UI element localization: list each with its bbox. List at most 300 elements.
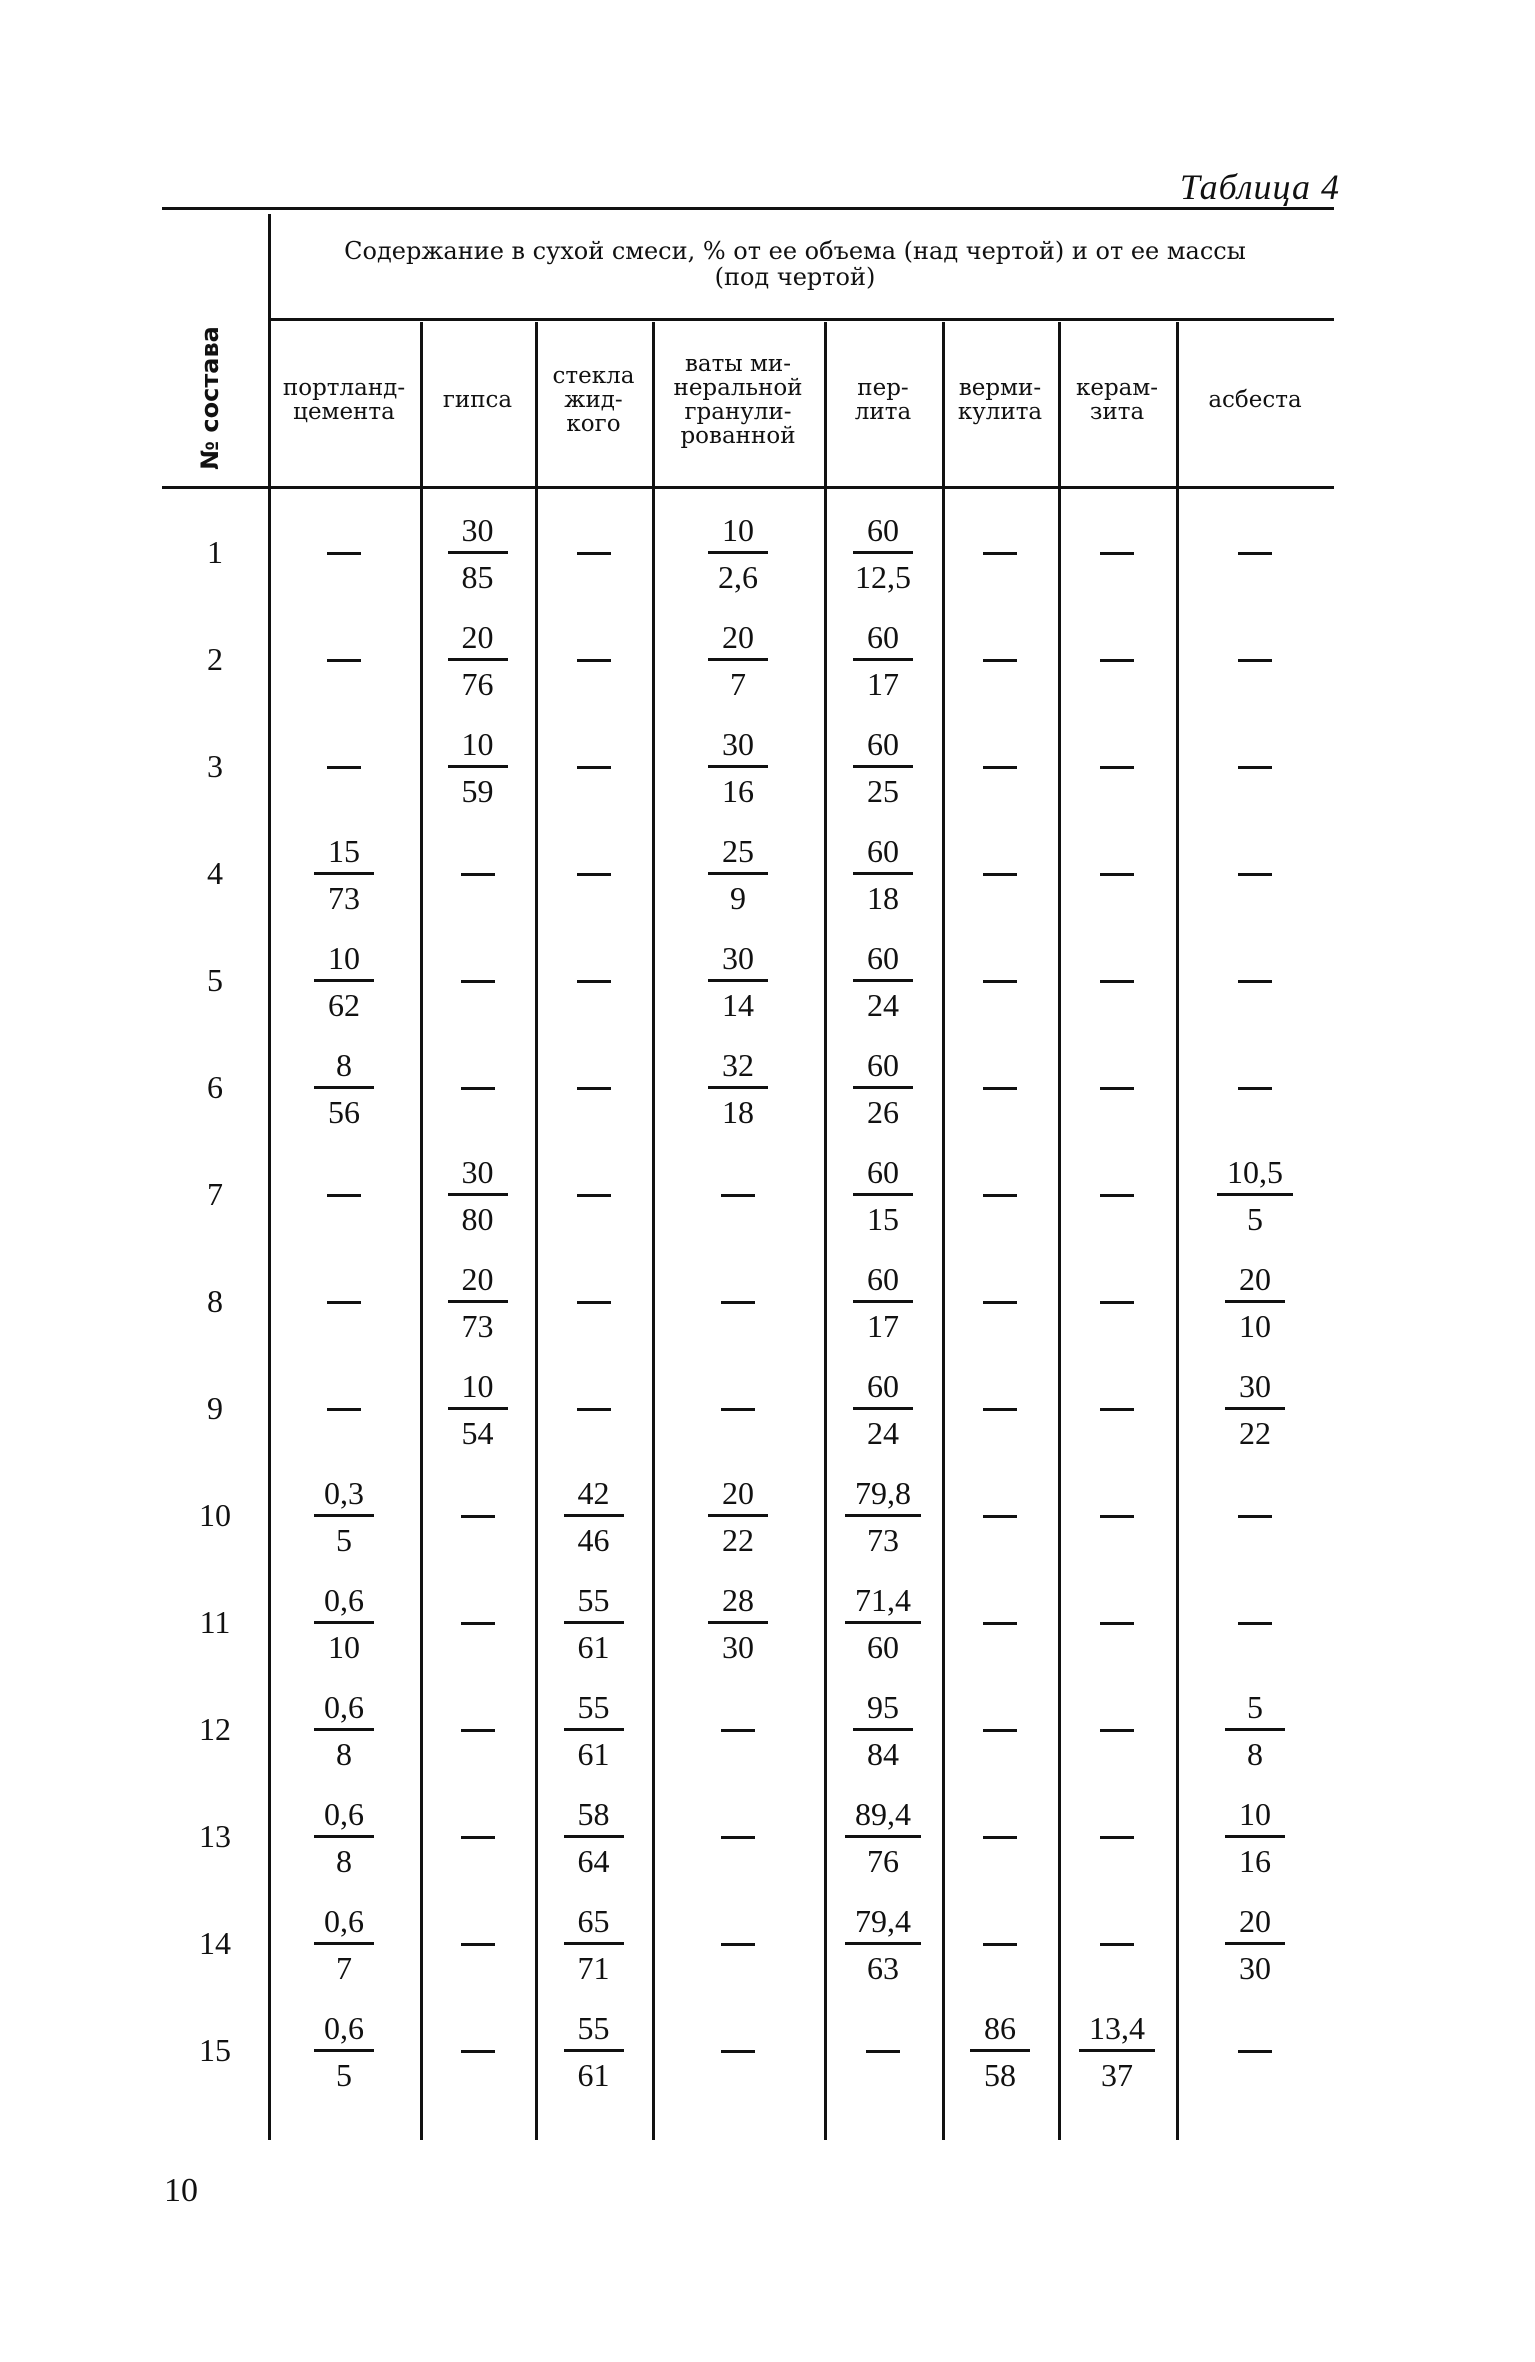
fraction xyxy=(564,1583,624,1664)
dash-empty xyxy=(983,1194,1017,1197)
volume-percent: 32 xyxy=(708,1048,768,1089)
table-cell xyxy=(652,714,824,821)
mass-percent: 5 xyxy=(336,1522,352,1558)
column-header xyxy=(420,330,535,470)
row-number: 9 xyxy=(207,1390,223,1426)
fraction xyxy=(853,620,913,701)
table-cell xyxy=(268,1035,420,1142)
volume-percent: 10 xyxy=(448,727,508,768)
fraction xyxy=(314,1690,374,1771)
fraction xyxy=(448,1369,508,1450)
dash-empty xyxy=(721,1729,755,1732)
mass-percent: 30 xyxy=(722,1629,754,1665)
table-cell xyxy=(535,714,652,821)
volume-percent: 10 xyxy=(1225,1797,1285,1838)
mass-percent: 22 xyxy=(722,1522,754,1558)
row-number: 12 xyxy=(199,1711,231,1747)
table-cell xyxy=(420,1677,535,1784)
mass-percent: 61 xyxy=(577,1736,610,1772)
fraction xyxy=(853,1155,913,1236)
column-header-line: цемента xyxy=(293,399,395,425)
dash-empty xyxy=(721,1836,755,1839)
fraction xyxy=(448,1262,508,1343)
fraction xyxy=(1217,1155,1293,1236)
table-cell xyxy=(1058,1249,1176,1356)
table-cell xyxy=(652,821,824,928)
table-cell xyxy=(420,1784,535,1891)
dash-empty xyxy=(983,1943,1017,1946)
volume-percent: 10 xyxy=(448,1369,508,1410)
row-number: 13 xyxy=(199,1818,231,1854)
volume-percent: 20 xyxy=(1225,1262,1285,1303)
dash-empty xyxy=(1238,2050,1272,2053)
table-cell xyxy=(824,1463,942,1570)
mass-percent: 17 xyxy=(867,666,899,702)
table-cell xyxy=(420,821,535,928)
table-cell xyxy=(942,607,1058,714)
volume-percent: 0,6 xyxy=(314,1797,374,1838)
dash-empty xyxy=(577,1194,611,1197)
table-cell xyxy=(420,714,535,821)
table-cell xyxy=(942,1677,1058,1784)
volume-percent: 13,4 xyxy=(1079,2011,1155,2052)
fraction xyxy=(853,1262,913,1343)
mass-percent: 73 xyxy=(461,1308,494,1344)
table-cell xyxy=(1176,1998,1334,2105)
mass-percent: 64 xyxy=(577,1843,610,1879)
table-cell xyxy=(824,821,942,928)
table-cell xyxy=(1176,1570,1334,1677)
table-caption: Таблица 4 xyxy=(1179,167,1340,207)
volume-percent: 89,4 xyxy=(845,1797,921,1838)
dash-empty xyxy=(461,1943,495,1946)
table-cell xyxy=(942,1998,1058,2105)
mass-percent: 58 xyxy=(984,2057,1016,2093)
table-cell xyxy=(1058,500,1176,607)
mass-percent: 17 xyxy=(867,1308,899,1344)
volume-percent: 60 xyxy=(853,1048,913,1089)
table-cell xyxy=(535,1142,652,1249)
mass-percent: 61 xyxy=(577,2057,610,2093)
mass-percent: 71 xyxy=(577,1950,610,1986)
rule-top xyxy=(162,207,1334,210)
rule-group xyxy=(270,318,1334,321)
dash-empty xyxy=(1238,1515,1272,1518)
fraction xyxy=(564,1690,624,1771)
table-cell xyxy=(942,500,1058,607)
table-cell xyxy=(535,1570,652,1677)
dash-empty xyxy=(1100,1301,1134,1304)
mass-percent: 76 xyxy=(461,666,494,702)
dash-empty xyxy=(1238,552,1272,555)
table-cell xyxy=(824,1891,942,1998)
dash-empty xyxy=(577,980,611,983)
table-cell xyxy=(1058,1677,1176,1784)
fraction xyxy=(845,1797,921,1878)
dash-empty xyxy=(983,1087,1017,1090)
table-cell xyxy=(1058,1570,1176,1677)
table-cell xyxy=(824,928,942,1035)
volume-percent: 25 xyxy=(708,834,768,875)
table-cell xyxy=(420,1035,535,1142)
mass-percent: 16 xyxy=(1239,1843,1271,1879)
table-cell xyxy=(652,1142,824,1249)
table-cell xyxy=(824,1035,942,1142)
fraction xyxy=(853,727,913,808)
dash-empty xyxy=(577,1408,611,1411)
table-cell xyxy=(942,1035,1058,1142)
volume-percent: 10 xyxy=(314,941,374,982)
mass-percent: 85 xyxy=(461,559,494,595)
column-header-line: верми- xyxy=(958,375,1042,401)
volume-percent: 30 xyxy=(1225,1369,1285,1410)
table-cell xyxy=(652,1035,824,1142)
column-header-line: кулита xyxy=(957,399,1043,425)
mass-percent: 26 xyxy=(867,1094,899,1130)
fraction xyxy=(853,834,913,915)
mass-percent: 18 xyxy=(867,880,899,916)
column-header-line: кого xyxy=(566,411,621,437)
mass-percent: 15 xyxy=(867,1201,899,1237)
table-cell xyxy=(420,1142,535,1249)
row-number: 1 xyxy=(207,534,223,570)
table-cell xyxy=(535,1784,652,1891)
dash-empty xyxy=(1238,980,1272,983)
dash-empty xyxy=(1100,1408,1134,1411)
table-cell xyxy=(942,1784,1058,1891)
column-header xyxy=(1176,330,1334,470)
dash-empty xyxy=(721,1943,755,1946)
dash-empty xyxy=(461,980,495,983)
fraction xyxy=(314,834,374,915)
table-cell xyxy=(1058,1463,1176,1570)
mass-percent: 5 xyxy=(1247,1201,1263,1237)
table-cell xyxy=(420,1463,535,1570)
volume-percent: 0,6 xyxy=(314,2011,374,2052)
mass-percent: 25 xyxy=(867,773,899,809)
row-number: 7 xyxy=(207,1176,223,1212)
table-cell xyxy=(942,1142,1058,1249)
table-cell xyxy=(1176,1249,1334,1356)
dash-empty xyxy=(1100,873,1134,876)
row-header-label: № состава xyxy=(196,326,225,470)
fraction xyxy=(448,1155,508,1236)
column-header xyxy=(1058,330,1176,470)
volume-percent: 28 xyxy=(708,1583,768,1624)
fraction xyxy=(845,513,921,594)
table-cell xyxy=(268,1570,420,1677)
fraction xyxy=(845,1583,921,1664)
table-cell xyxy=(420,1249,535,1356)
table-cell xyxy=(652,1677,824,1784)
table-cell xyxy=(1176,607,1334,714)
dash-empty xyxy=(983,873,1017,876)
volume-percent: 0,6 xyxy=(314,1690,374,1731)
fraction xyxy=(1079,2011,1155,2092)
mass-percent: 62 xyxy=(328,987,360,1023)
dash-empty xyxy=(461,1836,495,1839)
mass-percent: 46 xyxy=(577,1522,610,1558)
volume-percent: 71,4 xyxy=(845,1583,921,1624)
dash-empty xyxy=(1238,659,1272,662)
table-cell xyxy=(1176,1784,1334,1891)
volume-percent: 0,3 xyxy=(314,1476,374,1517)
dash-empty xyxy=(577,766,611,769)
volume-percent: 55 xyxy=(564,2011,624,2052)
page-number: 10 xyxy=(164,2172,198,2209)
volume-percent: 0,6 xyxy=(314,1904,374,1945)
table-cell xyxy=(824,1998,942,2105)
mass-percent: 63 xyxy=(867,1950,899,1986)
table-cell xyxy=(1176,1035,1334,1142)
table-cell xyxy=(1058,928,1176,1035)
table-cell xyxy=(420,928,535,1035)
table-cell xyxy=(535,1891,652,1998)
row-number: 14 xyxy=(199,1925,231,1961)
mass-percent: 16 xyxy=(722,773,754,809)
table-cell xyxy=(1176,1891,1334,1998)
table-cell xyxy=(942,1570,1058,1677)
table-cell xyxy=(824,714,942,821)
dash-empty xyxy=(577,552,611,555)
fraction xyxy=(708,727,768,808)
dash-empty xyxy=(577,873,611,876)
table-cell xyxy=(268,1463,420,1570)
mass-percent: 84 xyxy=(867,1736,899,1772)
mass-percent: 80 xyxy=(461,1201,494,1237)
fraction xyxy=(314,941,374,1022)
table-cell xyxy=(1058,1142,1176,1249)
volume-percent: 55 xyxy=(564,1583,624,1624)
dash-empty xyxy=(866,2050,900,2053)
table-cell xyxy=(535,607,652,714)
column-header-line: неральной xyxy=(673,375,803,401)
dash-empty xyxy=(721,1301,755,1304)
table-cell xyxy=(268,1784,420,1891)
table-cell xyxy=(1176,500,1334,607)
table-cell xyxy=(652,1570,824,1677)
table-cell xyxy=(942,714,1058,821)
volume-percent: 60 xyxy=(853,513,913,554)
table-cell xyxy=(268,500,420,607)
fraction xyxy=(314,1048,374,1129)
mass-percent: 24 xyxy=(867,987,899,1023)
table-cell xyxy=(1058,1998,1176,2105)
table-cell xyxy=(942,1463,1058,1570)
dash-empty xyxy=(983,1515,1017,1518)
volume-percent: 79,8 xyxy=(845,1476,921,1517)
fraction xyxy=(845,1476,921,1557)
volume-percent: 20 xyxy=(708,1476,768,1517)
mass-percent: 7 xyxy=(336,1950,352,1986)
mass-percent: 22 xyxy=(1239,1415,1271,1451)
volume-percent: 20 xyxy=(448,1262,508,1303)
volume-percent: 79,4 xyxy=(845,1904,921,1945)
volume-percent: 60 xyxy=(853,1369,913,1410)
row-number: 3 xyxy=(207,748,223,784)
table-cell xyxy=(942,1356,1058,1463)
column-header-line: портланд- xyxy=(282,375,406,401)
dash-empty xyxy=(1100,659,1134,662)
volume-percent: 30 xyxy=(708,727,768,768)
dash-empty xyxy=(983,659,1017,662)
table-cell xyxy=(824,607,942,714)
dash-empty xyxy=(1100,1836,1134,1839)
fraction xyxy=(1225,1369,1285,1450)
column-header-line: керам- xyxy=(1075,375,1159,401)
dash-empty xyxy=(461,873,495,876)
mass-percent: 60 xyxy=(867,1629,899,1665)
column-header-line: рованной xyxy=(680,423,796,449)
volume-percent: 42 xyxy=(564,1476,624,1517)
table-cell xyxy=(535,1463,652,1570)
row-number: 5 xyxy=(207,962,223,998)
volume-percent: 58 xyxy=(564,1797,624,1838)
row-number: 10 xyxy=(199,1497,231,1533)
table-cell xyxy=(420,1891,535,1998)
dash-empty xyxy=(983,1729,1017,1732)
mass-percent: 54 xyxy=(461,1415,494,1451)
fraction xyxy=(853,941,913,1022)
table-cell xyxy=(268,821,420,928)
volume-percent: 60 xyxy=(853,1262,913,1303)
group-header-line-1: Содержание в сухой смеси, % от ее объема (над чертой) и от ее массы xyxy=(344,237,1246,265)
mass-percent: 24 xyxy=(867,1415,899,1451)
table-cell xyxy=(1176,928,1334,1035)
table-cell xyxy=(1176,1463,1334,1570)
table-cell xyxy=(1176,1356,1334,1463)
dash-empty xyxy=(577,1301,611,1304)
volume-percent: 60 xyxy=(853,620,913,661)
mass-percent: 14 xyxy=(722,987,754,1023)
table-cell xyxy=(652,607,824,714)
fraction xyxy=(314,2011,374,2092)
table-cell xyxy=(824,1677,942,1784)
volume-percent: 30 xyxy=(448,513,508,554)
column-header-line: пер- xyxy=(857,375,909,401)
dash-empty xyxy=(1100,552,1134,555)
dash-empty xyxy=(983,1836,1017,1839)
dash-empty xyxy=(327,766,361,769)
column-header xyxy=(535,330,652,470)
fraction xyxy=(314,1476,374,1557)
volume-percent: 60 xyxy=(853,941,913,982)
fraction xyxy=(448,513,508,594)
volume-percent: 15 xyxy=(314,834,374,875)
mass-percent: 8 xyxy=(336,1736,352,1772)
table-cell xyxy=(535,1998,652,2105)
dash-empty xyxy=(1100,1194,1134,1197)
volume-percent: 95 xyxy=(853,1690,913,1731)
fraction xyxy=(1225,1797,1285,1878)
table-cell xyxy=(652,928,824,1035)
dash-empty xyxy=(327,659,361,662)
row-header xyxy=(160,320,260,476)
fraction xyxy=(708,1476,768,1557)
volume-percent: 20 xyxy=(708,620,768,661)
fraction xyxy=(970,2011,1030,2092)
table-cell xyxy=(1058,1356,1176,1463)
dash-empty xyxy=(1100,1729,1134,1732)
dash-empty xyxy=(1100,766,1134,769)
table-cell xyxy=(420,607,535,714)
volume-percent: 55 xyxy=(564,1690,624,1731)
table-cell xyxy=(268,928,420,1035)
column-header xyxy=(652,330,824,470)
volume-percent: 60 xyxy=(853,727,913,768)
column-header-line: лита xyxy=(854,399,912,425)
table-cell xyxy=(535,1035,652,1142)
table-cell xyxy=(1176,821,1334,928)
dash-empty xyxy=(721,1408,755,1411)
fraction xyxy=(448,620,508,701)
fraction xyxy=(845,1904,921,1985)
table-cell xyxy=(652,1356,824,1463)
dash-empty xyxy=(327,1408,361,1411)
fraction xyxy=(1225,1262,1285,1343)
table-cell xyxy=(268,607,420,714)
mass-percent: 37 xyxy=(1101,2057,1133,2093)
table-cell xyxy=(942,821,1058,928)
fraction xyxy=(564,1797,624,1878)
table-cell xyxy=(942,1891,1058,1998)
fraction xyxy=(853,1369,913,1450)
dash-empty xyxy=(1238,1622,1272,1625)
fraction xyxy=(853,1690,913,1771)
dash-empty xyxy=(983,1301,1017,1304)
table-cell xyxy=(824,500,942,607)
mass-percent: 2,6 xyxy=(718,559,758,595)
table-cell xyxy=(652,1891,824,1998)
table-cell xyxy=(652,1998,824,2105)
mass-percent: 56 xyxy=(328,1094,360,1130)
dash-empty xyxy=(983,980,1017,983)
table-cell xyxy=(420,1356,535,1463)
table-cell xyxy=(824,1570,942,1677)
row-number: 8 xyxy=(207,1283,223,1319)
table-cell xyxy=(535,928,652,1035)
table-cell xyxy=(268,1142,420,1249)
table-cell xyxy=(1058,607,1176,714)
mass-percent: 12,5 xyxy=(855,559,911,595)
table-cell xyxy=(1058,1784,1176,1891)
table-cell xyxy=(652,1784,824,1891)
table-cell xyxy=(824,1142,942,1249)
row-number: 2 xyxy=(207,641,223,677)
table-cell xyxy=(420,500,535,607)
dash-empty xyxy=(577,659,611,662)
dash-empty xyxy=(1238,873,1272,876)
column-header-line: гранули- xyxy=(684,399,792,425)
fraction xyxy=(853,1048,913,1129)
mass-percent: 9 xyxy=(730,880,746,916)
group-header-line-2: (под чертой) xyxy=(714,263,876,291)
dash-empty xyxy=(1100,980,1134,983)
table-cell xyxy=(824,1784,942,1891)
column-header-line: ваты ми- xyxy=(684,351,791,377)
volume-percent: 8 xyxy=(314,1048,374,1089)
volume-percent: 60 xyxy=(853,834,913,875)
volume-percent: 10 xyxy=(708,513,768,554)
table-cell xyxy=(268,714,420,821)
fraction xyxy=(564,2011,624,2092)
dash-empty xyxy=(461,2050,495,2053)
mass-percent: 18 xyxy=(722,1094,754,1130)
mass-percent: 76 xyxy=(867,1843,899,1879)
fraction xyxy=(564,1904,624,1985)
group-header xyxy=(268,238,1322,290)
row-number: 6 xyxy=(207,1069,223,1105)
